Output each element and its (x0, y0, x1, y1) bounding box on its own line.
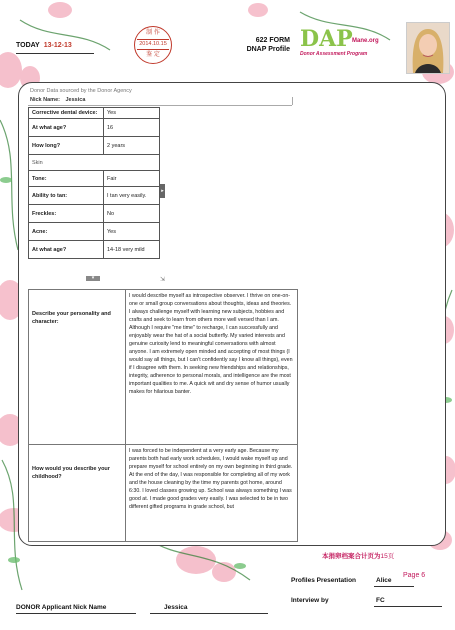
table-row (29, 155, 160, 171)
section-label-skin: Skin (29, 155, 160, 171)
divider (292, 97, 293, 105)
attribute-value: 16 (104, 119, 160, 137)
donor-nick-name-value: Jessica (164, 604, 188, 611)
attribute-key: Freckles: (29, 205, 104, 223)
questions-table (28, 289, 298, 542)
attribute-key: At what age? (29, 119, 104, 137)
divider (374, 586, 414, 587)
table-row (29, 171, 160, 187)
today-underline (16, 53, 94, 54)
attribute-key: Acne: (29, 223, 104, 241)
attribute-key: Tone: (29, 171, 104, 187)
form-number: 622 FORM (255, 37, 290, 44)
form-name: DNAP Profile (246, 46, 290, 53)
page-number: Page 6 (403, 572, 426, 579)
seal-stamp (134, 26, 172, 64)
expand-right-arrow-icon[interactable]: ▸ (160, 184, 165, 198)
logo-letters: DAP (300, 26, 353, 52)
divider (16, 613, 136, 614)
attribute-value: I tan very easily. (104, 187, 160, 205)
resize-handle-icon[interactable]: ⇲ (160, 277, 166, 283)
attribute-value: Yes (104, 223, 160, 241)
dap-logo (300, 28, 398, 64)
total-pages-label: 本捐卵档案合计页为 (322, 553, 381, 560)
logo-domain: Mane.org (352, 38, 379, 44)
table-row (29, 223, 160, 241)
total-pages-note (322, 551, 394, 560)
nick-name-row (30, 97, 85, 103)
donor-nick-name-label: DONOR Applicant Nick Name (16, 604, 107, 611)
table-row (29, 290, 298, 445)
attribute-key: How long? (29, 137, 104, 155)
answer-childhood: I was forced to be independent at a very early age. Because my parents both had early work schedules, I would wake myself up and prepare myself for school entirely on my own beginning in third grade. At the end of the day, I was responsible for completing all of my work and the house cleaning by the time my parents got home, around 6:30. I loved classes growing up. School was always something I was good at. I made good grades very easily. I was selected to be in two different gifted programs in grade school, but (126, 445, 298, 542)
form-title (238, 36, 290, 54)
divider (374, 606, 442, 607)
stamp-date: 2014.10.15 (137, 39, 169, 50)
interview-by-value: FC (376, 597, 385, 604)
table-row (29, 119, 160, 137)
today-value: 13-12-13 (43, 42, 72, 49)
stamp-bottom: 鉴 定 (146, 52, 160, 58)
data-source-note: Donor Data sourced by the Donor Agency (30, 88, 132, 94)
table-row (29, 108, 160, 119)
question-childhood: How would you describe your childhood? (29, 445, 126, 542)
table-row (29, 137, 160, 155)
table-row (29, 187, 160, 205)
attribute-value: Yes (104, 108, 160, 119)
logo-tagline: Donor Assessment Program (300, 51, 368, 57)
attribute-key: At what age? (29, 241, 104, 259)
nick-name-value: Jessica (65, 97, 86, 103)
interview-by-label: Interview by (291, 597, 329, 604)
avatar (406, 22, 450, 74)
table-row (29, 241, 160, 259)
table-row (29, 445, 298, 542)
today-label: TODAY (16, 42, 40, 49)
attribute-value: Fair (104, 171, 160, 187)
attribute-value: No (104, 205, 160, 223)
answer-personality: I would describe myself as introspective observer. I thrive on one-on-one or small group conversations about thoughts, ideas and theories. I always challenge myself with learning new subjects, hobbies and crafts and seek to learn from others more well versed than I am. Although I require "me time" to recharge, I can successfully and enjoyably wear the hat of a social butterfly. My varied interests and genuine curiosity lend to meaningful conversations with almost anyone. I am extremely open minded and accepting of most things (I would say all things, but I can't confidently say I know all things), even if I disagree with them. In seeking new friendships and relationships, integrity, adherence to personal morals, and intelligence are the most important qualities to me. A quick wit and dry sense of humor usually makes for hilarious banter. (126, 290, 298, 445)
nick-name-label: Nick Name: (30, 97, 60, 103)
attribute-key: Ability to tan: (29, 187, 104, 205)
profiles-presentation-value: Alice (376, 577, 392, 584)
table-row (29, 205, 160, 223)
expand-down-arrow-icon[interactable]: ▾ (86, 276, 100, 281)
attribute-value: 14-18 very mild (104, 241, 160, 259)
question-personality: Describe your personality and character: (29, 290, 126, 445)
divider (150, 613, 268, 614)
attributes-table (28, 107, 160, 259)
total-pages-count: 15页 (380, 553, 395, 560)
attribute-value: 2 years (104, 137, 160, 155)
profiles-presentation-label: Profiles Presentation (291, 577, 357, 584)
divider (28, 105, 292, 106)
today-date (16, 42, 72, 49)
attribute-key: Corrective dental device: (29, 108, 104, 119)
stamp-top: 制 作 (146, 30, 160, 36)
portrait-photo (407, 23, 449, 73)
